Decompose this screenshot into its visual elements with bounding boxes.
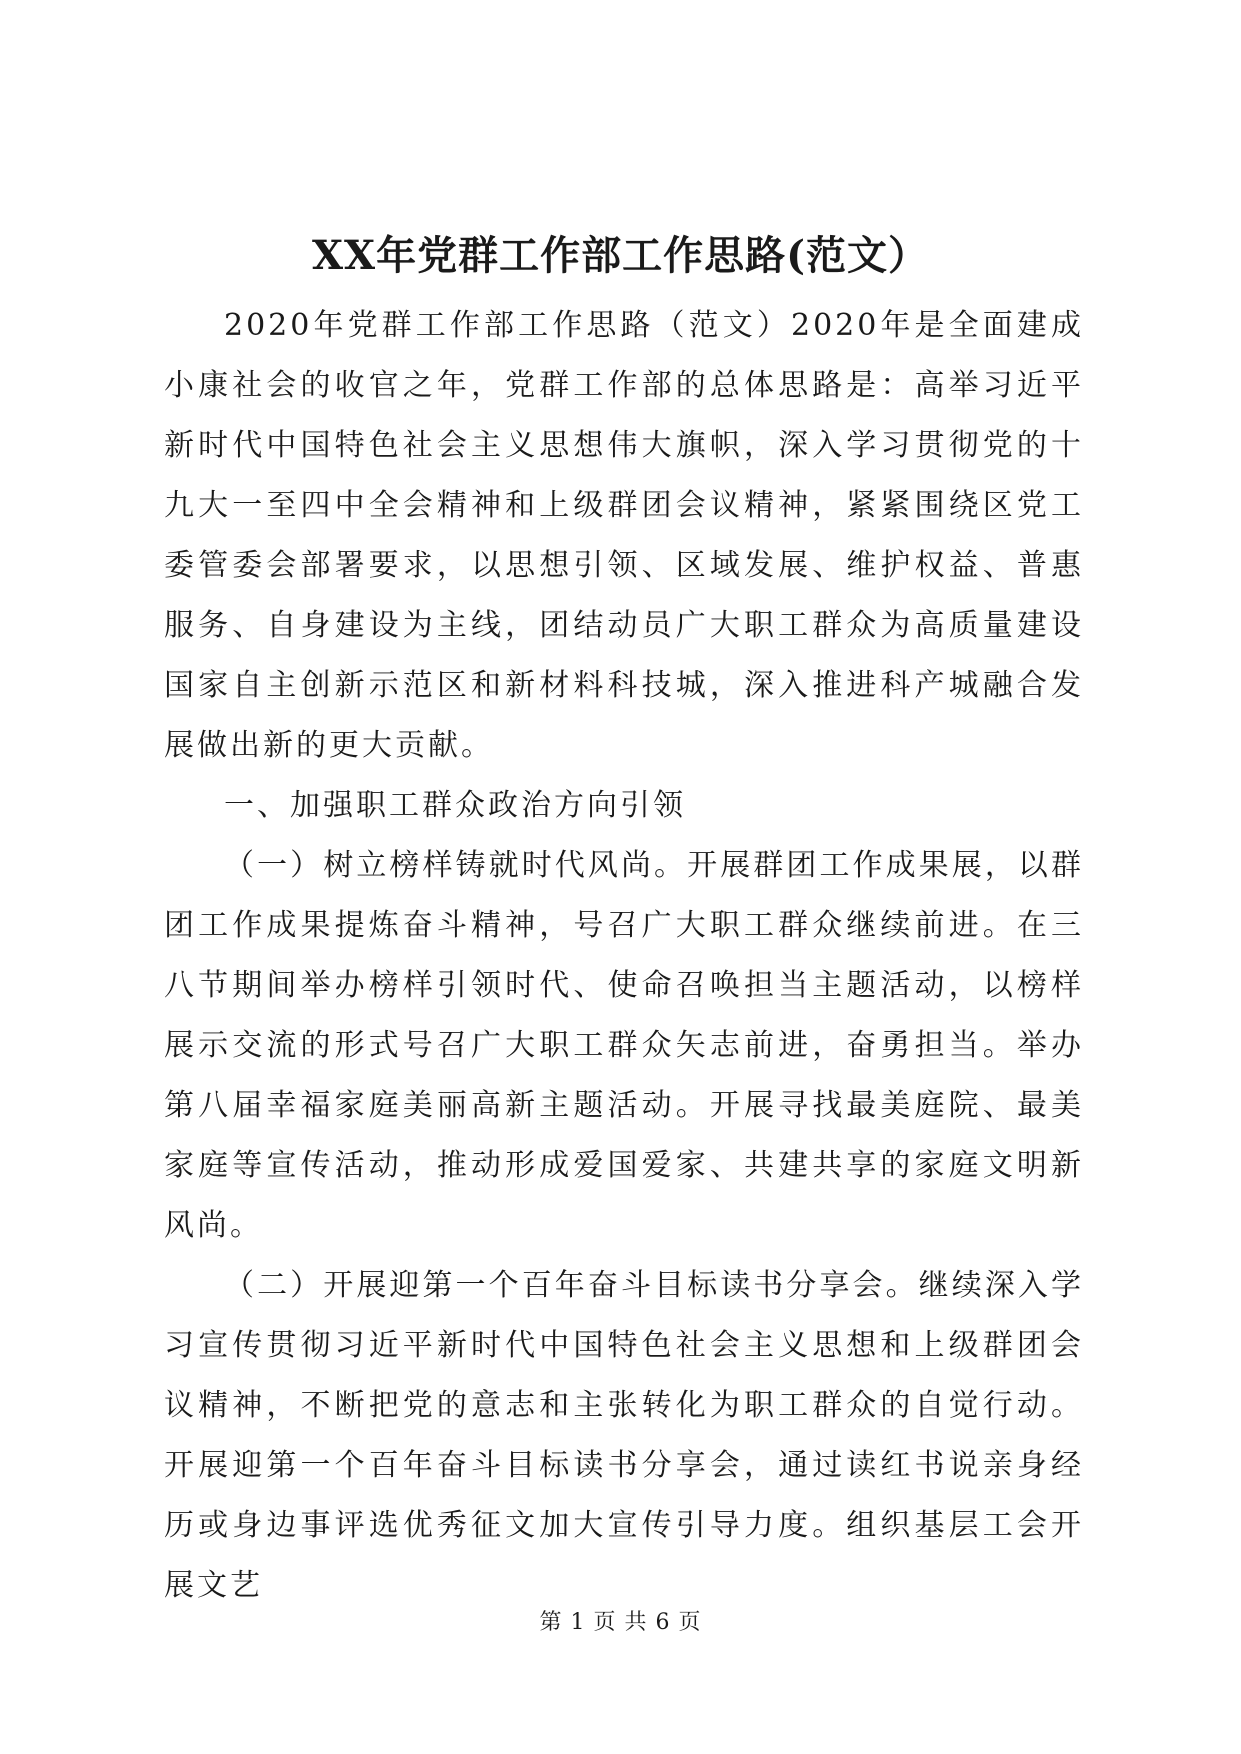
document-title: XX年党群工作部工作思路(范文） [312, 232, 929, 279]
page-number-footer: 第 1 页 共 6 页 [539, 1610, 702, 1635]
intro-paragraph: 2020年党群工作部工作思路（范文）2020年是全面建成小康社会的收官之年，党群工作部的总体思路是：高举习近平新时代中国特色社会主义思想伟大旗帜，深入学习贯彻党的十九大一至四中全会精神和上级群团会议精神，紧紧围绕区党工委管委会部署要求，以思想引领、区域发展、维护权益、普惠服务、自身建设为主线，团结动员广大职工群众为高质量建设国家自主创新示范区和新材料科技城，深入推进科产城融合发展做出新的更大贡献。 [164, 308, 1084, 763]
subsection-paragraph-1: （一）树立榜样铸就时代风尚。开展群团工作成果展，以群团工作成果提炼奋斗精神，号召广大职工群众继续前进。在三八节期间举办榜样引领时代、使命召唤担当主题活动，以榜样展示交流的形式号召广大职工群众矢志前进，奋勇担当。举办第八届幸福家庭美丽高新主题活动。开展寻找最美庭院、最美家庭等宣传活动，推动形成爱国爱家、共建共享的家庭文明新风尚。 [164, 848, 1084, 1243]
section-heading-1: 一、加强职工群众政治方向引领 [224, 788, 686, 823]
document-body [164, 296, 1084, 1616]
subsection-paragraph-2: （二）开展迎第一个百年奋斗目标读书分享会。继续深入学习宣传贯彻习近平新时代中国特色社会主义思想和上级群团会议精神，不断把党的意志和主张转化为职工群众的自觉行动。开展迎第一个百年奋斗目标读书分享会，通过读红书说亲身经历或身边事评选优秀征文加大宣传引导力度。组织基层工会开展文艺 [164, 1268, 1084, 1603]
